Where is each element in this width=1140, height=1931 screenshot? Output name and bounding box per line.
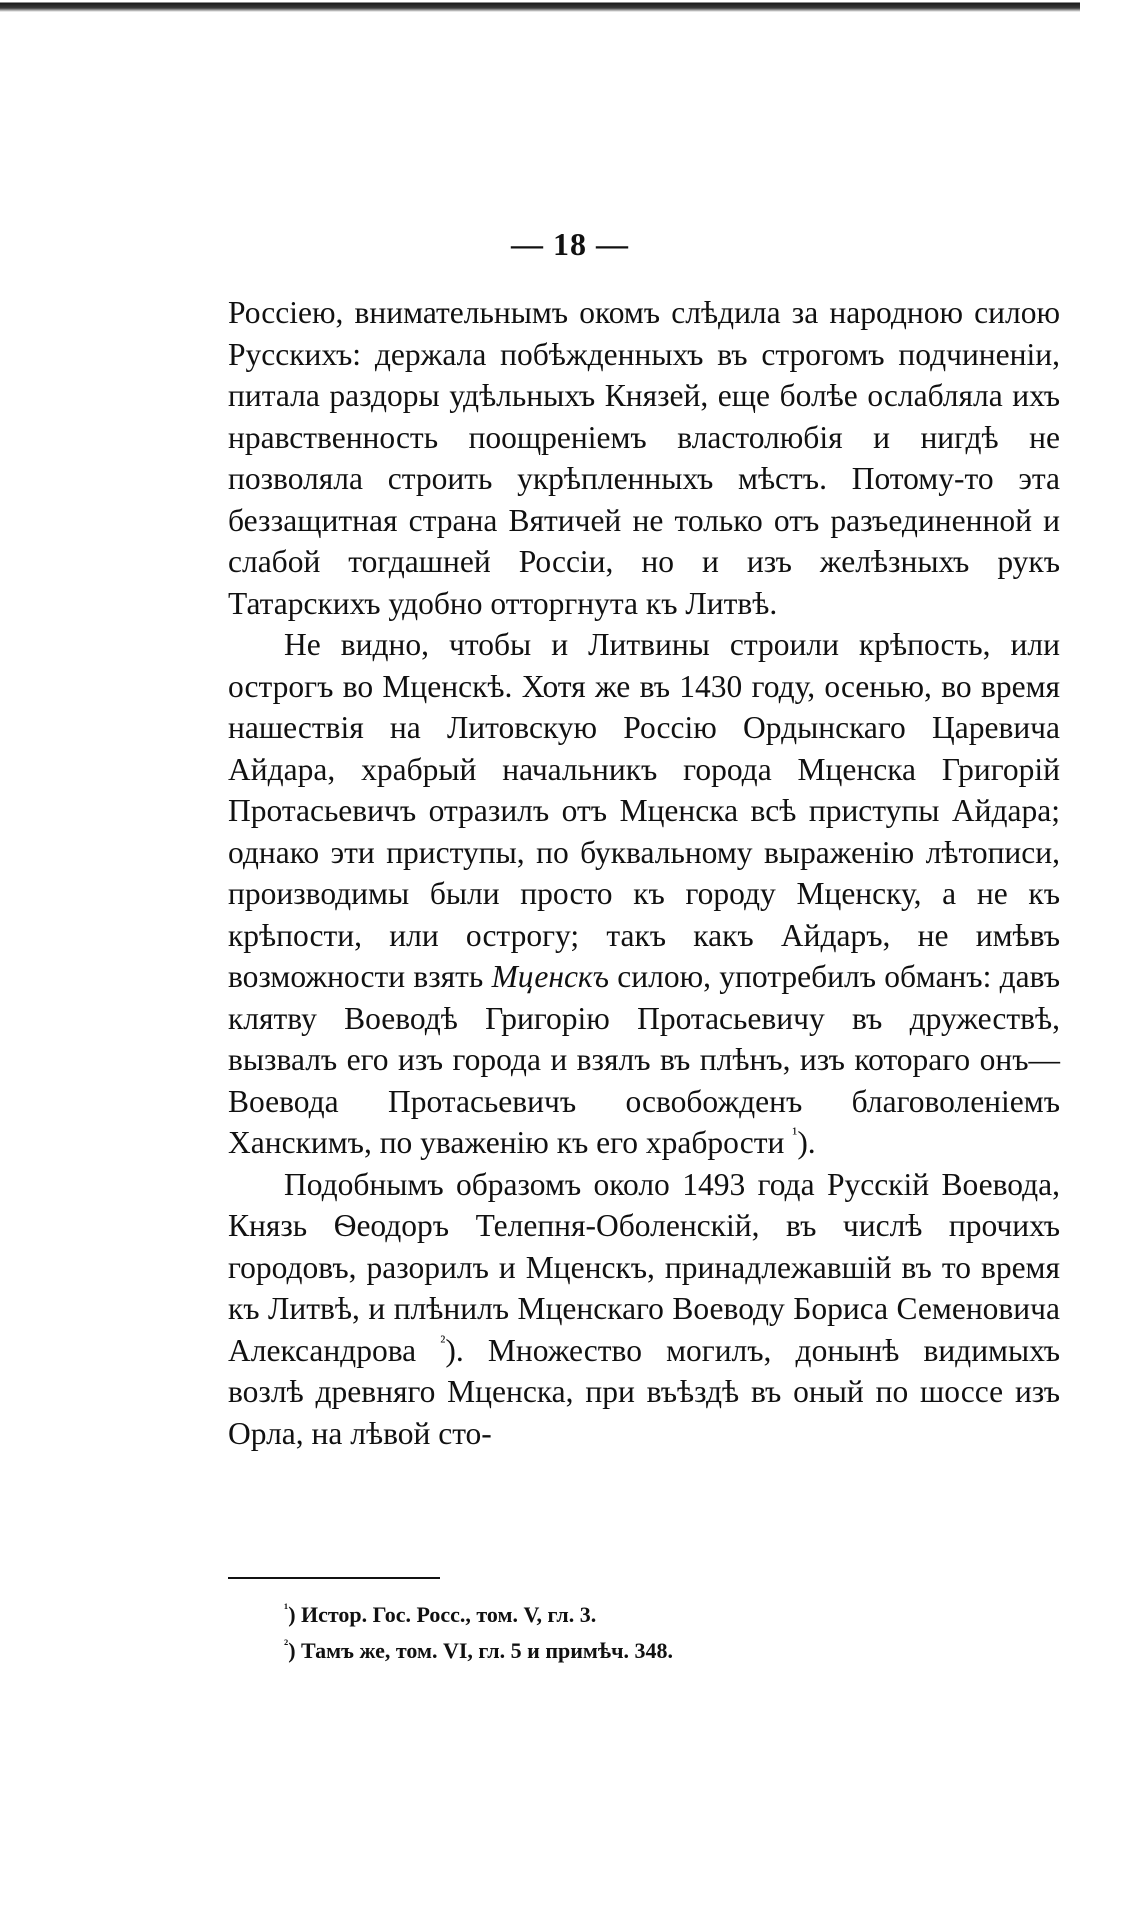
paragraph-2 bbox=[228, 624, 1060, 1164]
footnote-mark: ² bbox=[284, 1638, 289, 1653]
paragraph-1 bbox=[228, 292, 1060, 624]
footnote-divider bbox=[228, 1577, 440, 1579]
footnotes bbox=[284, 1597, 1064, 1669]
paragraph-text: силою, употребилъ обманъ: давъ клятву Воеводѣ Григорiю Протасьевичу въ дружествѣ, вызвалъ его изъ города и взялъ въ плѣнъ, изъ котораго онъ—Воевода Протасьевичъ освобожденъ благоволенiемъ Ханскимъ, по уваженiю къ его храбрости bbox=[228, 959, 1060, 1160]
paragraph-3 bbox=[228, 1164, 1060, 1455]
footnote-mark: ¹ bbox=[284, 1602, 289, 1617]
paragraph-text: Подобнымъ образомъ около 1493 года Русскiй Воевода, Князь Ѳеодоръ Телепня-Оболенскiй, въ числѣ прочихъ городовъ, разорилъ и Мценскъ, принадлежавшiй въ то время къ Литвѣ, и плѣнилъ Мценскаго Воеводу Бориса Семеновича Александрова bbox=[228, 1166, 1060, 1368]
footnote-text: ) Тамъ же, том. VI, гл. 5 и примѣч. 348. bbox=[288, 1638, 673, 1663]
paragraph-text: ). bbox=[797, 1125, 816, 1160]
top-edge-rule bbox=[0, 0, 1080, 14]
paragraph-text: Не видно, чтобы и Литвины строили крѣпость, или острогъ во Мценскѣ. Хотя же въ 1430 году, осенью, во время нашествiя на Литовскую Россiю Ордынскаго Царевича Айдара, храбрый начальникъ города Мценска Григорiй Протасьевичъ отразилъ отъ Мценска всѣ приступы Айдара; однако эти приступы, по буквальному выраженiю лѣтописи, производимы были просто къ городу Мценску, а не къ крѣпости, или острогу; такъ какъ Айдаръ, не имѣвъ возможности взять bbox=[228, 627, 1060, 994]
footnote-text: ) Истор. Гос. Росс., том. V, гл. 3. bbox=[288, 1602, 597, 1627]
footnote-2 bbox=[284, 1633, 1064, 1669]
footnote-1 bbox=[284, 1597, 1064, 1633]
body-text bbox=[228, 292, 1060, 1454]
footnote-reference: ¹ bbox=[792, 1124, 798, 1143]
paragraph-text: ). Множество могилъ, донынѣ видимыхъ возлѣ древняго Мценска, при въѣздѣ въ оный по шоссе изъ Орла, на лѣвой сто- bbox=[228, 1332, 1060, 1451]
paragraph-text: Россiею, внимательнымъ окомъ слѣдила за народною силою Русскихъ: держала побѣжденныхъ въ строгомъ подчиненiи, питала раздоры удѣльныхъ Князей, еще болѣе ослабляла ихъ нравственность поощренiемъ властолюбiя и нигдѣ не позволяла строить укрѣпленныхъ мѣстъ. Потому-то эта беззащитная страна Вятичей не только отъ разъединенной и слабой тогдашней Россiи, но и изъ желѣзныхъ рукъ Татарскихъ удобно отторгнута къ Литвѣ. bbox=[228, 295, 1060, 621]
italic-place-name: Мценскъ bbox=[491, 959, 610, 994]
footnote-reference: ² bbox=[440, 1331, 446, 1351]
page-number: — 18 — bbox=[511, 226, 629, 262]
